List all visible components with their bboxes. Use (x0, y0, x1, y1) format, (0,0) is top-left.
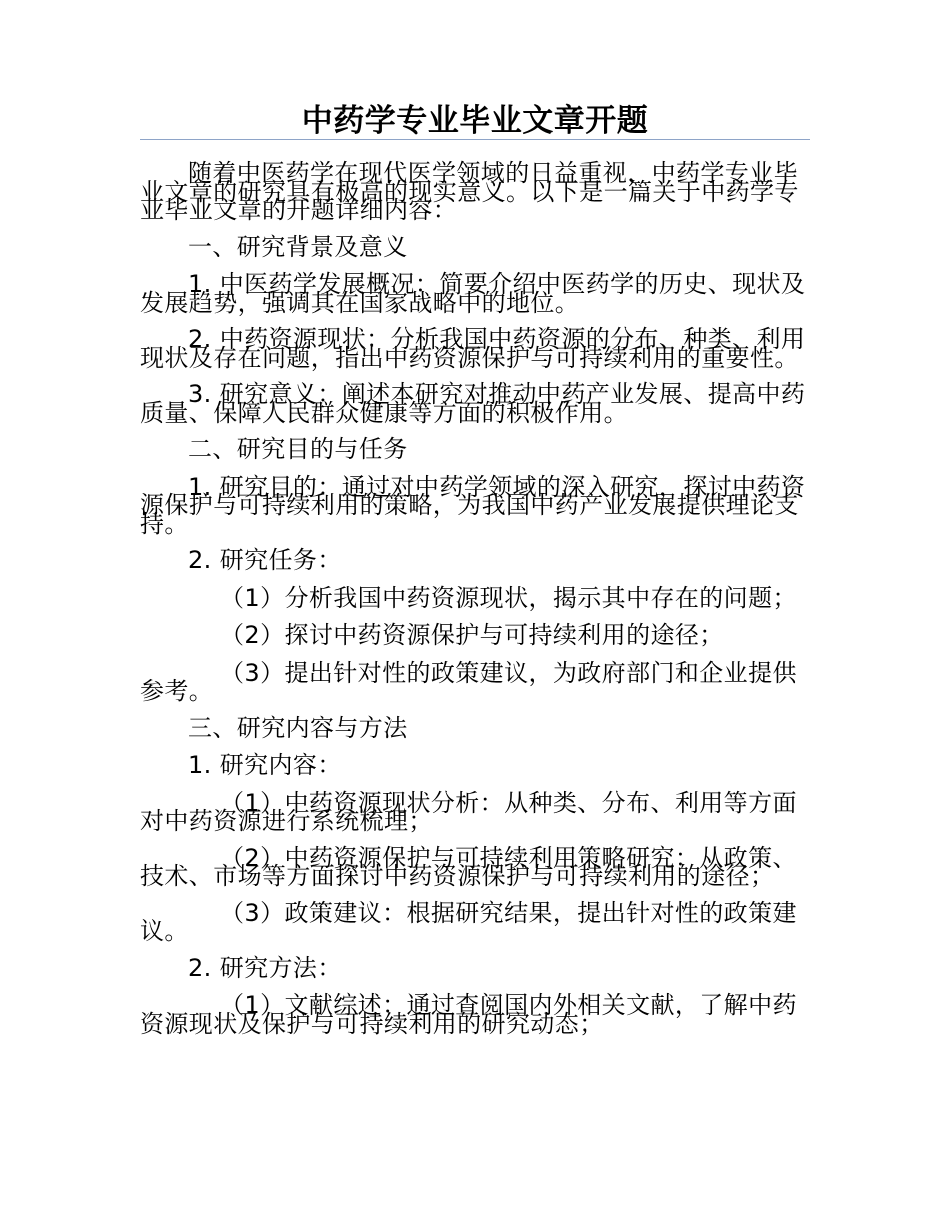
section-heading-background: 一、研究背景及意义 (188, 232, 408, 261)
document-title: 中药学专业毕业文章开题 (301, 103, 649, 139)
title-underline (140, 139, 810, 140)
background-item-2: 2. 中药资源现状：分析我国中药资源的分布、种类、利用现状及存在问题，指出中药资源保护与可持续利用的重要性。 (140, 325, 806, 372)
content-subitem-3: （3）政策建议：根据研究结果，提出针对性的政策建议。 (140, 898, 797, 945)
methods-item-2: 2. 研究方法： (188, 953, 342, 982)
section-heading-goals: 二、研究目的与任务 (188, 435, 408, 463)
intro-paragraph: 随着中医药学在现代医学领域的日益重视，中药学专业毕业文章的研究具有极高的现实意义。以下是一篇关于中药学专业毕业文章的开题详细内容： (140, 159, 799, 224)
content-subitem-2: （2）中药资源保护与可持续利用策略研究：从政策、技术、市场等方面探讨中药资源保护与可持续利用的途径； (140, 843, 797, 890)
background-item-1: 1. 中医药学发展概况：简要介绍中医药学的历史、现状及发展趋势，强调其在国家战略中的地位。 (140, 270, 806, 317)
background-item-3: 3. 研究意义：阐述本研究对推动中药产业发展、提高中药质量、保障人民群众健康等方面的积极作用。 (140, 380, 806, 427)
task-subitem-2: （2）探讨中药资源保护与可持续利用的途径； (220, 621, 724, 649)
methods-subitem-1: （1）文献综述：通过查阅国内外相关文献，了解中药资源现状及保护与可持续利用的研究动态； (140, 991, 797, 1038)
goals-item-1: 1. 研究目的：通过对中药学领域的深入研究，探讨中药资源保护与可持续利用的策略，为我国中药产业发展提供理论支持。 (140, 472, 806, 538)
content-subitem-1: （1）中药资源现状分析：从种类、分布、利用等方面对中药资源进行系统梳理； (140, 788, 797, 835)
section-heading-content-methods: 三、研究内容与方法 (188, 713, 408, 742)
document-body (140, 158, 810, 1045)
goals-item-2: 2. 研究任务： (188, 546, 342, 574)
content-item-1: 1. 研究内容： (188, 751, 342, 779)
task-subitem-1: （1）分析我国中药资源现状，揭示其中存在的问题； (220, 583, 797, 612)
task-subitem-3: （3）提出针对性的政策建议，为政府部门和企业提供参考。 (140, 658, 797, 705)
